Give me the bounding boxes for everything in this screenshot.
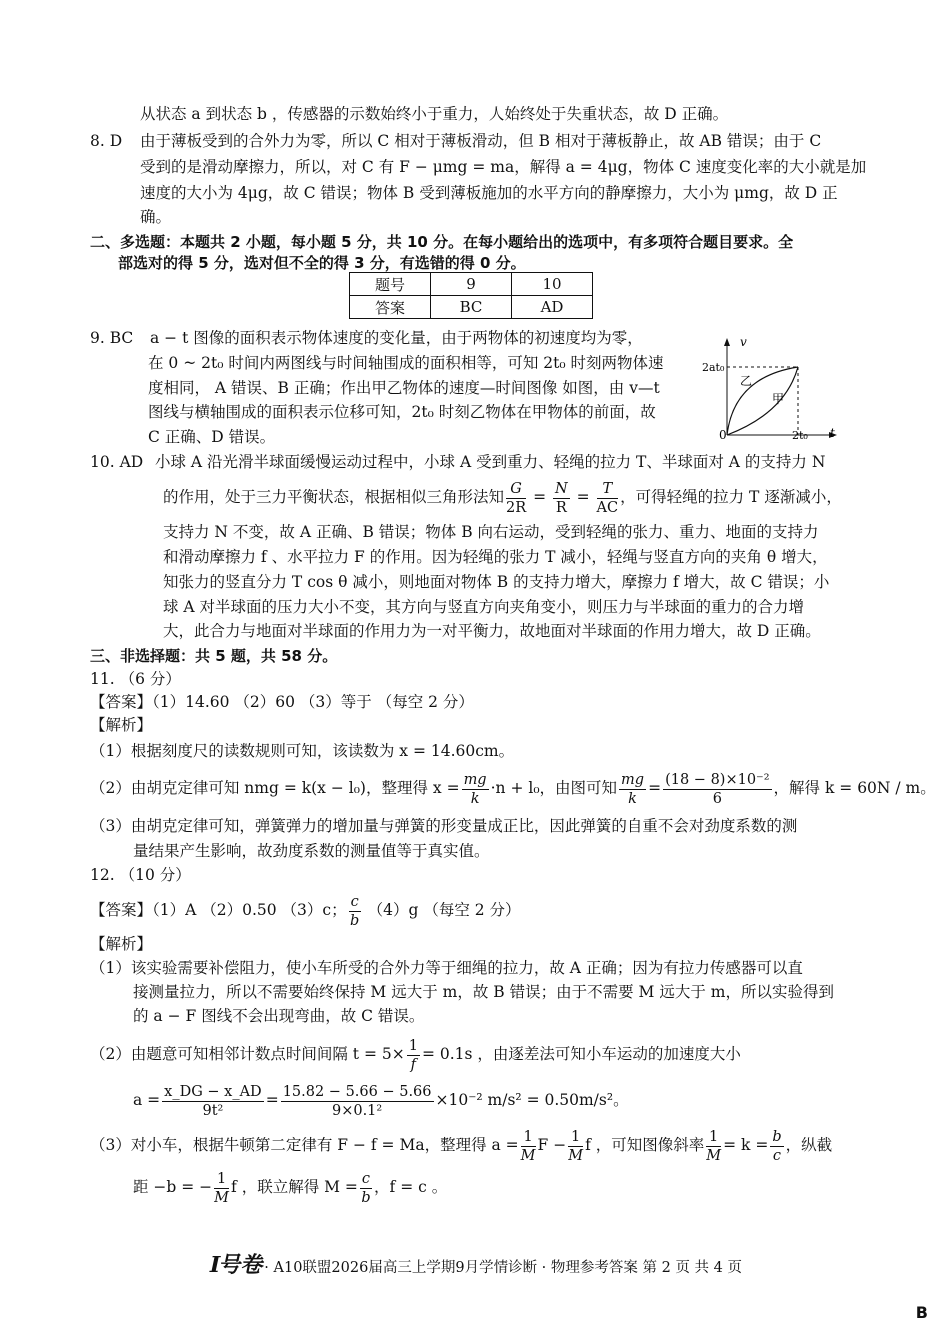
q11-part2-eq: = [648,779,662,797]
frac-num: c [361,1170,371,1187]
table-cell: 9 [431,273,512,296]
fraction-g-2r [506,480,526,517]
frac-num: 1 [568,1128,583,1147]
q10-line2-text: 的作用，处于三力平衡状态，根据相似三角形法知 [163,488,505,506]
table-cell: AD [512,296,593,319]
table-row [350,273,593,296]
table-cell: 题号 [350,273,431,296]
frac-num: T [597,480,619,499]
x-value-label: 2t₀ [792,429,808,442]
fraction-1-f [407,1037,420,1074]
frac-num: c [350,893,359,910]
frac-num: 15.82 − 5.66 − 5.66 [282,1083,432,1100]
fraction-slope [663,771,771,808]
q10-line2: 的作用，处于三力平衡状态，根据相似三角形法知 $\frac{G}{2R}$ = $\frac{N}{R}$ = $\frac{T}{AC}$ ，可得轻绳的拉力 T 逐渐减小， [163,480,842,516]
q8-line3: 速度的大小为 4μg，故 C 错误；物体 B 受到薄板施加的水平方向的静摩擦力，大小为 μmg，故 D 正 [140,184,838,202]
q9-line5: C 正确、D 错误。 [148,428,276,446]
frac-num: mg [621,771,645,788]
q12-eq: = [265,1091,279,1109]
fraction-1-m [568,1128,583,1165]
fraction-1-m [521,1128,536,1165]
q11-part3-line1: （3）由胡克定律可知，弹簧弹力的增加量与弹簧的形变量成正比，因此弹簧的自重不会对劲度系数的测 [90,817,798,835]
q10-line6: 球 A 对半球面的压力大小不变，其方向与竖直方向夹角变小，则压力与半球面的重力的合力增 [163,598,805,616]
section2-heading-line1: 二、多选题：本题共 2 小题，每小题 5 分，共 10 分。在每小题给出的选项中，有多项符合题目要求。全 [90,233,794,251]
fraction-mg-k [462,771,489,808]
q11-heading: 11. （6 分） [90,670,181,688]
curve-yi [727,367,798,435]
q12-part3-tail: ，纵截 [785,1136,833,1154]
q10-line5: 知张力的竖直分力 T cos θ 减小，则地面对物体 B 的支持力增大，摩擦力 f 增大，故 C 错误；小 [163,573,830,591]
q11-part2 [90,765,936,811]
q12-answer-text: 【答案】（1）A （2）0.50 （3）c； [90,901,347,919]
section3-heading: 三、非选择题：共 5 题，共 58 分。 [90,647,338,665]
fraction-1-m [706,1128,721,1165]
frac-den: 9t² [202,1102,224,1119]
frac-den: AC [596,499,619,516]
q12-part4-text: 距 −b = − [133,1178,213,1196]
q11-part1: （1）根据刻度尺的读数规则可知，该读数为 x = 14.60cm。 [90,742,515,760]
frac-num: 1 [214,1170,229,1189]
q11-part3-line2: 量结果产生影响，故劲度系数的测量值等于真实值。 [133,842,490,860]
q12-part1-line2: 接测量拉力，所以不需要始终保持 M 远大于 m，故 B 错误；由于不需要 M 远大于 m，所以实验得到 [133,983,834,1001]
frac-den: M [568,1147,584,1164]
q10-line3: 支持力 N 不变，故 A 正确、B 错误；物体 B 向右运动，受到轻绳的张力、重力、地面的支持力 [163,523,819,541]
page-footer [206,1248,742,1279]
frac-den: k [470,790,480,807]
t-axis-label: t [830,426,835,440]
origin-label: 0 [719,428,727,442]
jia-curve-label: 甲 [772,392,785,406]
fraction-t-ac [597,480,619,517]
q9-line1: a − t 图像的面积表示物体速度的变化量，由于两物体的初速度均为零， [150,329,643,347]
table-cell: 10 [512,273,593,296]
frac-num: 1 [521,1128,536,1147]
q12-accel-result: ×10⁻² m/s² = 0.50m/s²。 [435,1091,629,1109]
q7-end: 从状态 a 到状态 b ，传感器的示数始终小于重力，人始终处于失重状态，故 D 正确。 [140,105,729,123]
q8-line2: 受到的是滑动摩擦力，所以，对 C 有 F − μmg = ma，解得 a = 4μg，物体 C 速度变化率的大小就是加 [140,158,867,176]
q12-accel-label: a = [133,1091,161,1109]
q12-part4-tail: ，f = c 。 [374,1178,448,1196]
q12-part3-text: （3）对小车，根据牛顿第二定律有 F − f = Ma，整理得 a = [90,1136,519,1154]
brand-logo: I号卷 [206,1252,267,1278]
frac-den: M [214,1189,230,1206]
yi-curve-label: 乙 [740,374,753,388]
frac-num: G [506,480,526,499]
q11-answer: 【答案】（1）14.60 （2）60 （3）等于 （每空 2 分） [90,693,474,711]
table-row [350,296,593,319]
q12-part3-line2 [133,1164,447,1210]
footer-text: · A10联盟2026届高三上学期9月学情诊断 · 物理参考答案 第 2 页 共 4 页 [264,1260,742,1276]
fraction-n-r [553,480,570,517]
frac-den: R [555,499,567,516]
q12-part3-mid2: f ，可知图像斜率 [585,1136,705,1154]
table-cell: BC [431,296,512,319]
q9-line3: 度相同， A 错误、B 正确；作出甲乙物体的速度—时间图像 如图，由 v—t [148,379,660,397]
q11-part2-mid: ·n + l₀，由图可知 [490,779,618,797]
answer-table [349,272,593,319]
fraction-mg-k [619,771,646,808]
frac-den: M [520,1147,536,1164]
frac-num: N [555,480,568,497]
fraction-1-m [214,1170,229,1207]
frac-den: M [706,1147,722,1164]
q10-line2-tail: ，可得轻绳的拉力 T 逐渐减小， [620,488,842,506]
q11-part2-text: （2）由胡克定律可知 nmg = k(x − l₀)，整理得 x = [90,779,460,797]
fraction-c-b [349,893,361,930]
frac-den: b [361,1189,371,1206]
q8-line1: 由于薄板受到的合外力为零，所以 C 相对于薄板滑动，但 B 相对于薄板静止，故 AB 错误；由于 C [140,132,822,150]
q11-part2-tail: ，解得 k = 60N / m。 [773,779,936,797]
q9-number: 9. BC [90,329,134,347]
frac-num: 1 [706,1128,721,1147]
q12-part3-mid3: = k = [723,1136,769,1154]
frac-num: mg [463,771,487,788]
frac-num: (18 − 8)×10⁻² [665,771,770,788]
fraction-accel-formula [162,1083,264,1120]
q12-part2-tail: = 0.1s ，由逐差法可知小车运动的加速度大小 [421,1045,741,1063]
frac-num: b [772,1128,782,1145]
table-cell: 答案 [350,296,431,319]
q12-heading: 12. （10 分） [90,866,191,884]
v-axis-arrow [724,338,730,346]
frac-den: 9×0.1² [331,1102,383,1119]
curve-jia [727,367,798,435]
q12-part3-line1 [90,1122,832,1168]
q10-line1: 小球 A 沿光滑半球面缓慢运动过程中，小球 A 受到重力、轻绳的拉力 T、半球面对 A 的支持力 N [155,453,826,471]
q9-line2: 在 0 ~ 2t₀ 时间内两图线与时间轴围成的面积相等，可知 2t₀ 时刻两物体速 [148,354,664,372]
frac-den: 6 [712,790,722,807]
q12-part2-line2 [133,1077,629,1123]
frac-num: 1 [408,1037,418,1054]
frac-den: c [772,1147,782,1164]
frac-den: f [410,1056,417,1073]
q12-analysis-label: 【解析】 [90,935,153,953]
fraction-c-b [360,1170,372,1207]
q9-line4: 图线与横轴围成的面积表示位移可知，2t₀ 时刻乙物体在甲物体的前面，故 [148,403,656,421]
q10-number: 10. AD [90,453,144,471]
q12-answer [90,887,521,933]
q10-line7: 大，此合力与地面对半球面的作用力为一对平衡力，故地面对半球面的作用力增大，故 D 正确。 [163,622,821,640]
frac-den: 2R [506,499,527,516]
q12-part1-line1: （1）该实验需要补偿阻力，使小车所受的合外力等于细绳的拉力，故 A 正确；因为有拉力传感器可以直 [90,959,803,977]
frac-num: x_DG − x_AD [164,1083,262,1100]
q12-answer-tail: （4）g （每空 2 分） [362,901,521,919]
q8-number: 8. D [90,132,123,150]
q12-part2-line1 [90,1031,741,1077]
q11-analysis-label: 【解析】 [90,716,153,734]
q10-line4: 和滑动摩擦力 f 、水平拉力 F 的作用。因为轻绳的张力 T 减小，轻绳与竖直方向的夹角 θ 增大， [163,548,828,566]
fraction-b-c [770,1128,783,1165]
fraction-accel-values [281,1083,434,1120]
y-value-label: 2at₀ [702,361,725,374]
corner-mark: B [915,1303,928,1322]
frac-den: b [349,912,360,929]
v-axis-label: v [740,335,747,349]
velocity-time-graph [700,335,845,447]
section2-heading-line2: 部选对的得 5 分，选对但不全的得 3 分，有选错的得 0 分。 [118,254,526,272]
q12-part1-line3: 的 a − F 图线不会出现弯曲，故 C 错误。 [133,1007,425,1025]
q12-part3-mid1: F − [537,1136,567,1154]
q12-part4-mid: f ，联立解得 M = [231,1178,358,1196]
frac-den: k [628,790,637,807]
q12-part2-text: （2）由题意可知相邻计数点时间间隔 t = 5× [90,1045,405,1063]
q8-line4: 确。 [140,208,172,226]
